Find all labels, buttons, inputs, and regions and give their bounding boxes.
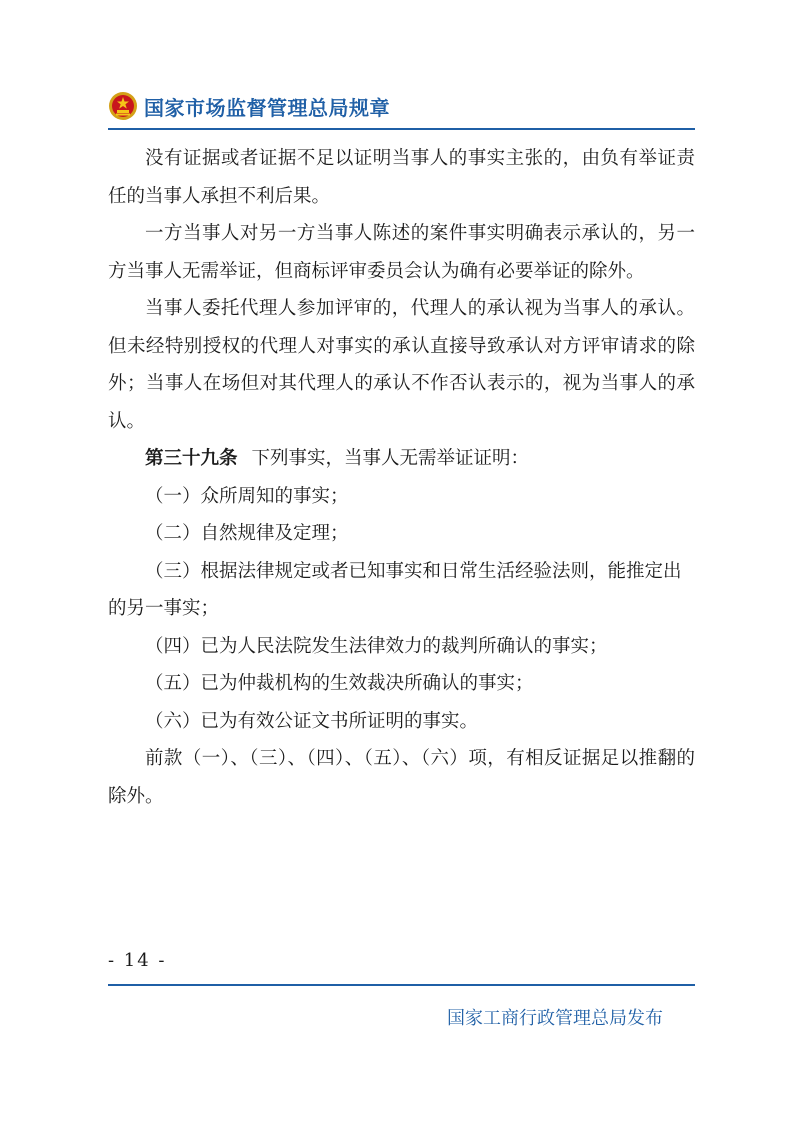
list-item: （一）众所周知的事实；	[145, 485, 349, 507]
list-item: （二）自然规律及定理；	[145, 523, 349, 544]
page-number: - 14 -	[108, 950, 167, 971]
paragraph-burden-of-proof: 没有证据或者证据不足以证明当事人的事实主张的，由负有举证责任的当事人承担不利后果。	[108, 148, 695, 207]
paragraph-agent-admission: 当事人委托代理人参加评审的，代理人的承认视为当事人的承认。但未经特别授权的代理人对事实的承认直接导致承认对方评审请求的除外；当事人在场但对其代理人的承认不作否认表示的，视为当事人的承认。	[108, 298, 695, 432]
header-divider	[108, 128, 695, 130]
list-item: （四）已为人民法院发生法律效力的裁判所确认的事实；	[145, 635, 608, 657]
article-39	[108, 440, 695, 478]
footer-publisher: 国家工商行政管理总局发布	[447, 1008, 663, 1029]
document-body	[108, 140, 695, 815]
list-item: （六）已为有效公证文书所证明的事实。	[145, 710, 479, 732]
paragraph-admission: 一方当事人对另一方当事人陈述的案件事实明确表示承认的，另一方当事人无需举证，但商标评审委员会认为确有必要举证的除外。	[108, 223, 695, 282]
header-title: 国家市场监督管理总局规章	[144, 95, 390, 120]
list-item: （三）根据法律规定或者已知事实和日常生活经验法则，能推定出的另一事实；	[108, 560, 682, 619]
footer-divider	[108, 984, 695, 986]
page-header	[108, 86, 390, 126]
paragraph-closing: 前款（一）、（三）、（四）、（五）、（六）项，有相反证据足以推翻的除外。	[108, 748, 695, 807]
list-item: （五）已为仲裁机构的生效裁决所确认的事实；	[145, 673, 534, 694]
article-text: 下列事实，当事人无需举证证明：	[251, 448, 530, 469]
national-emblem-icon	[108, 91, 138, 121]
article-heading: 第三十九条	[145, 448, 238, 469]
